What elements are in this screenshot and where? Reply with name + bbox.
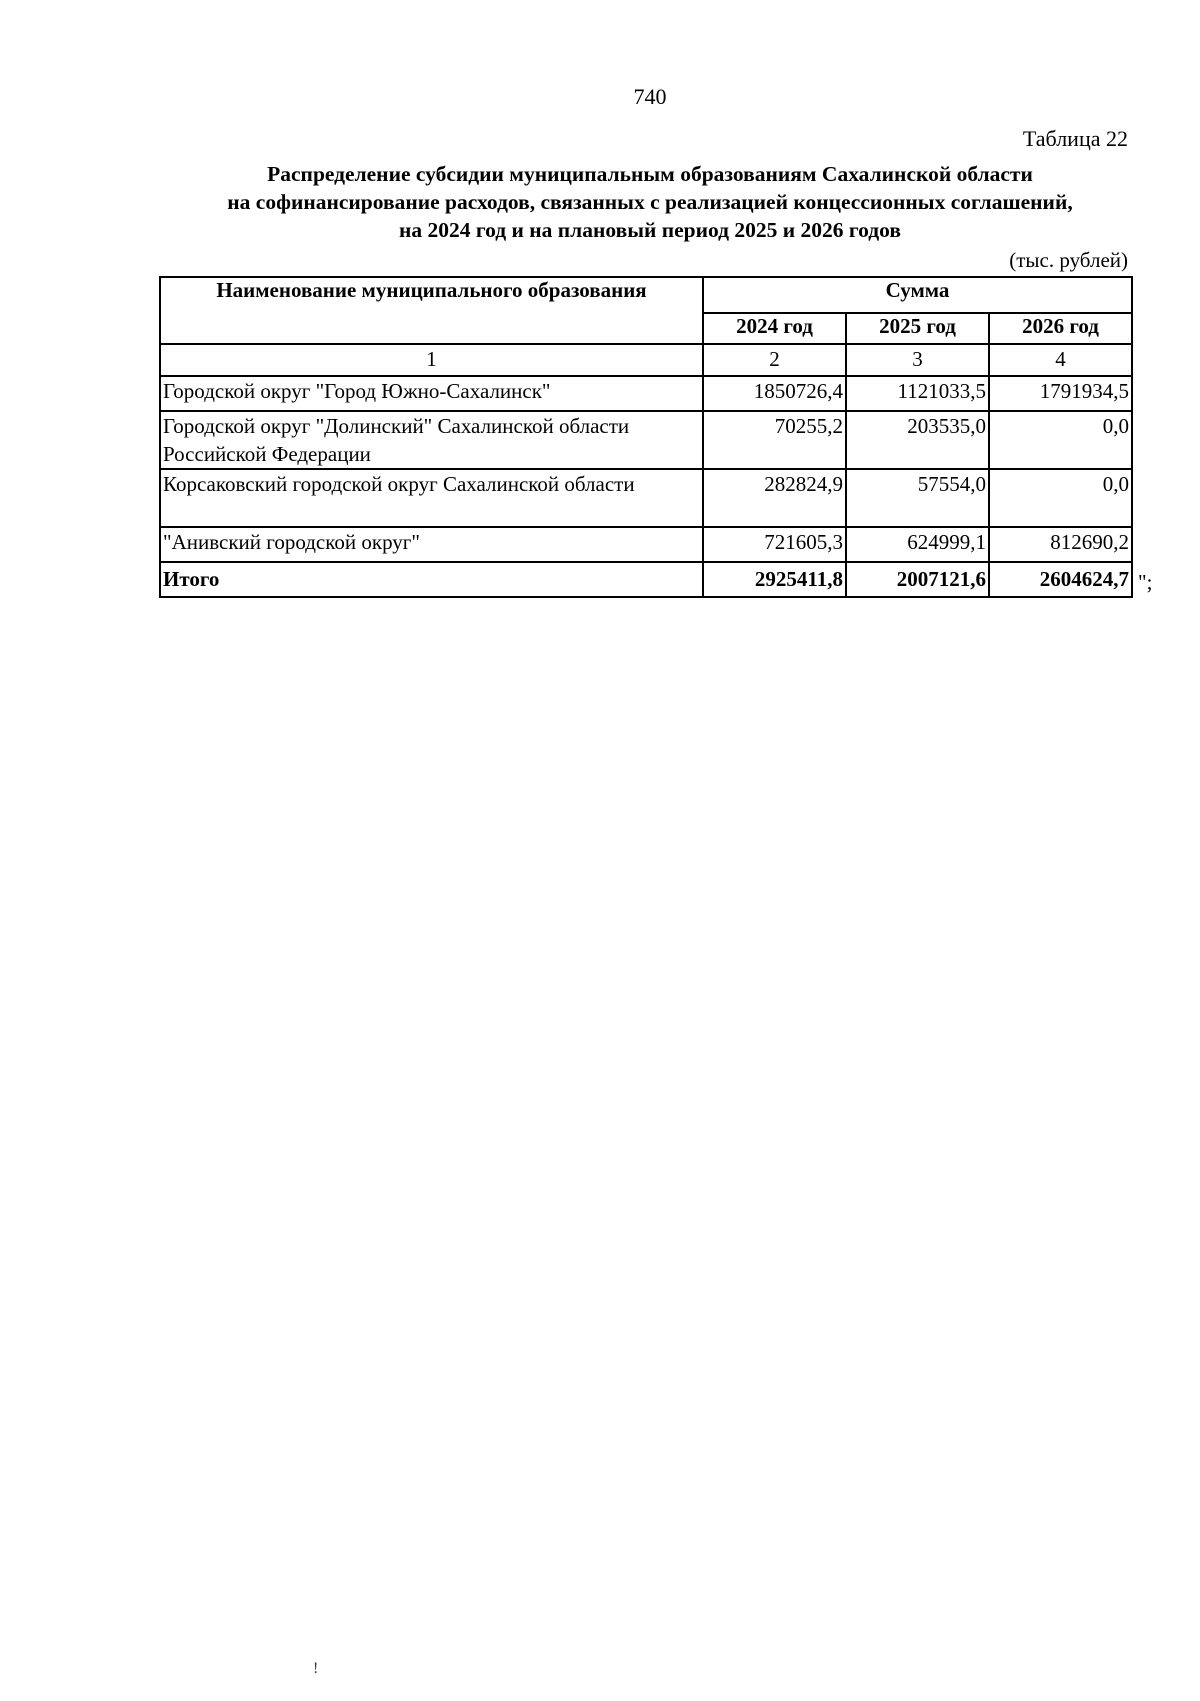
column-number: 4: [989, 344, 1132, 376]
amount-2025: 203535,0: [846, 411, 989, 469]
municipality-name: Корсаковский городской округ Сахалинской области: [160, 469, 703, 527]
column-number-row: [160, 344, 1132, 376]
amount-2024: 1850726,4: [703, 376, 846, 411]
subsidy-table: [159, 276, 1133, 598]
amount-2026: 0,0: [989, 469, 1132, 527]
amount-2026: 1791934,5: [989, 376, 1132, 411]
column-number: 3: [846, 344, 989, 376]
header-year-2025: 2025 год: [846, 313, 989, 344]
document-title: [130, 160, 1170, 244]
municipality-name: Городской округ "Город Южно-Сахалинск": [160, 376, 703, 411]
column-number: 2: [703, 344, 846, 376]
title-line-1: Распределение субсидии муниципальным образованиям Сахалинской области: [267, 162, 1033, 186]
total-label: Итого: [160, 562, 703, 597]
amount-2025: 624999,1: [846, 527, 989, 562]
amount-2024: 70255,2: [703, 411, 846, 469]
header-row: [160, 277, 1132, 313]
title-line-3: на 2024 год и на плановый период 2025 и 2026 годов: [399, 218, 901, 242]
total-2025: 2007121,6: [846, 562, 989, 597]
amount-2025: 57554,0: [846, 469, 989, 527]
total-2024: 2925411,8: [703, 562, 846, 597]
units-label: (тыс. рублей): [1009, 248, 1128, 272]
closing-quote-mark: ";: [1138, 570, 1153, 594]
header-year-2026: 2026 год: [989, 313, 1132, 344]
title-line-2: на софинансирование расходов, связанных с реализацией концессионных соглашений,: [227, 190, 1073, 214]
table-row: [160, 376, 1132, 411]
column-number: 1: [160, 344, 703, 376]
amount-2026: 0,0: [989, 411, 1132, 469]
total-row: [160, 562, 1132, 597]
table-label: Таблица 22: [1022, 126, 1128, 151]
amount-2025: 1121033,5: [846, 376, 989, 411]
header-sum: Сумма: [703, 277, 1132, 313]
header-name: Наименование муниципального образования: [160, 277, 703, 344]
table-row: [160, 527, 1132, 562]
table-row: [160, 469, 1132, 527]
municipality-name: "Анивский городской округ": [160, 527, 703, 562]
amount-2024: 721605,3: [703, 527, 846, 562]
header-year-2024: 2024 год: [703, 313, 846, 344]
amount-2024: 282824,9: [703, 469, 846, 527]
margin-mark: !: [313, 1660, 319, 1677]
table-row: [160, 411, 1132, 469]
municipality-name: Городской округ "Долинский" Сахалинской области Российской Федерации: [160, 411, 703, 469]
page-number: 740: [633, 84, 667, 109]
total-2026: 2604624,7: [989, 562, 1132, 597]
amount-2026: 812690,2: [989, 527, 1132, 562]
